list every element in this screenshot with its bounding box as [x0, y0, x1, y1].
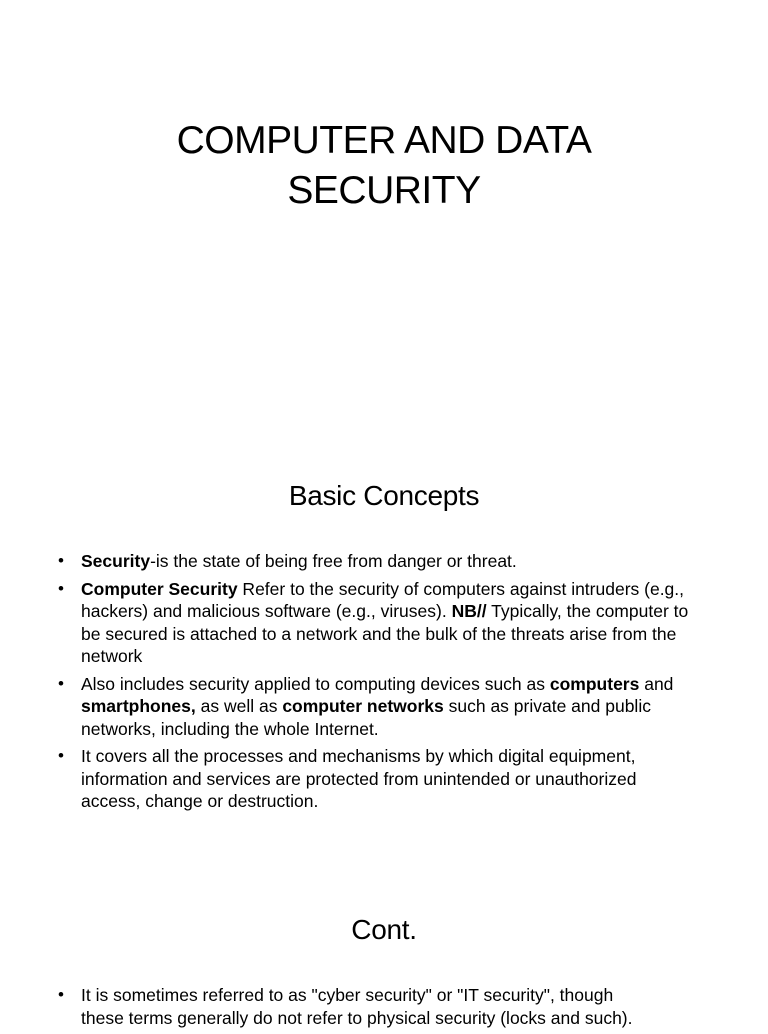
bullet-text: Typically, the computer to be secured is attached to a network and the bulk of the threats arise from the network — [81, 601, 689, 666]
bold-term: smartphones, — [81, 696, 196, 716]
bullet-text: Also includes security applied to computing devices such as — [81, 673, 550, 694]
bold-term: Computer Security — [81, 578, 238, 599]
bold-term: Security — [81, 551, 151, 571]
bold-term: computers — [549, 673, 640, 694]
bullet-text-line-1: It is sometimes referred to as "cyber security" or "IT security", though — [81, 985, 614, 1005]
slide-heading: Cont. — [351, 914, 417, 945]
bullet-list — [58, 550, 698, 818]
bullet-icon: • — [58, 985, 64, 1004]
bullet-item — [58, 673, 698, 741]
bullet-text: Refer to the security of computers against intruders (e.g., hackers) and malicious software (e.g., viruses). — [81, 578, 685, 621]
bullet-icon: • — [58, 746, 64, 765]
bullet-text: -is the state of being free from danger or threat. — [150, 551, 517, 571]
title-line-1: COMPUTER AND DATA — [176, 119, 592, 162]
bullet-item — [58, 745, 698, 813]
bullet-icon: • — [58, 673, 64, 693]
cont-slide — [0, 900, 768, 1028]
bullet-item — [58, 550, 698, 573]
bold-term: NB// — [451, 601, 487, 621]
bullet-text: It covers all the processes and mechanisms by which digital equipment, information and services are protected from unintended or unauthorized access, change or destruction. — [81, 746, 637, 811]
bullet-text: as well as — [195, 696, 283, 716]
bold-term: computer networks — [282, 696, 444, 716]
bullet-text-line-2: these terms generally do not refer to physical security (locks and such). — [81, 1007, 633, 1028]
bullet-item — [58, 578, 698, 668]
bullet-text: and — [639, 673, 674, 694]
bullet-icon: • — [58, 551, 64, 570]
bullet-item — [58, 984, 698, 1029]
title-slide — [0, 0, 768, 440]
slide-heading: Basic Concepts — [288, 480, 480, 511]
slide-title — [0, 116, 768, 216]
bullet-icon: • — [58, 578, 64, 598]
title-line-2: SECURITY — [287, 169, 481, 212]
bullet-text: such as private and public networks, including the whole Internet. — [81, 696, 651, 739]
bullet-list — [58, 984, 698, 1034]
basic-concepts-slide — [0, 440, 768, 910]
